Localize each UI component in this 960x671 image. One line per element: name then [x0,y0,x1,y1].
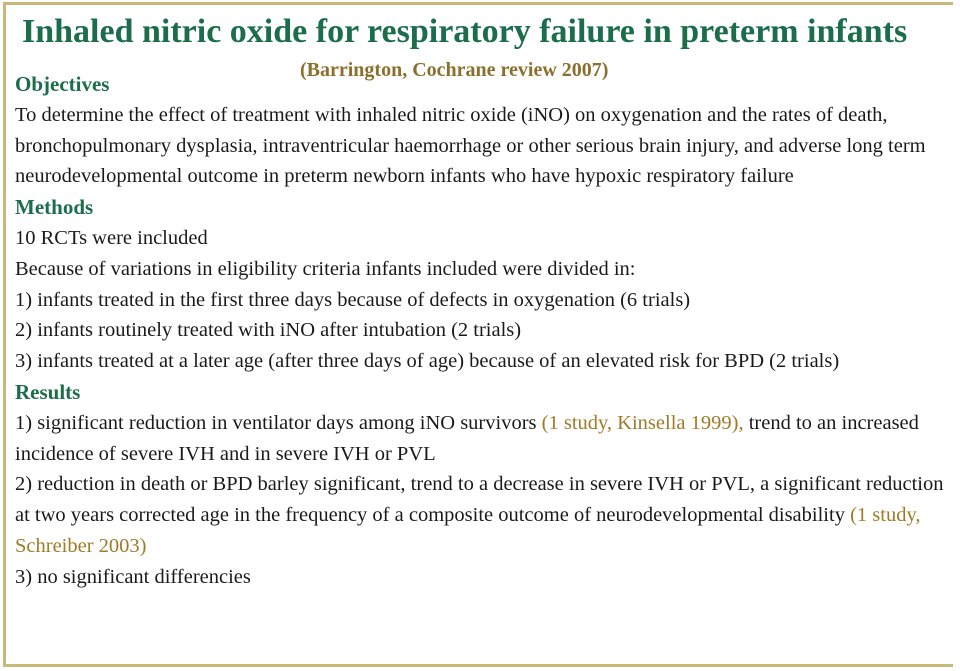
bottom-border-rule [3,664,953,667]
objectives-heading: Objectives [15,72,110,96]
left-border-rule [3,2,6,667]
methods-line: 2) infants routinely treated with iNO after intubation (2 trials) [15,319,522,342]
methods-line: 1) infants treated in the first three days because of defects in oxygenation (6 trials) [15,288,691,311]
methods-heading: Methods [15,195,94,220]
results-item-3: 3) no significant differencies [15,565,251,588]
citation-schreiber: (1 study, Schreiber 2003) [15,504,921,557]
results-item-1-tail: trend to an increased incidence of severe IVH and in severe IVH or PVL [15,411,919,465]
top-border-rule [3,2,953,5]
results-heading: Results [15,379,81,404]
slide-body [15,69,950,593]
methods-line: Because of variations in eligibility criteria infants included were divided in: [15,257,636,280]
objectives-text: To determine the effect of treatment with inhaled nitric oxide (iNO) on oxygenation and the rates of death, bronchopulmonary dysplasia, intraventricular haemorrhage or other serious brain injury, and adverse long term neurodevelopmental outcome in preterm newborn infants who have hypoxic respiratory failure [15,103,926,188]
slide-title: Inhaled nitric oxide for respiratory failure in preterm infants [22,13,908,50]
results-item-2 [15,469,950,561]
results-item-2-text: 2) reduction in death or BPD barley significant, trend to a decrease in severe IVH or PVL, a significant reduction at two years corrected age in the frequency of a composite outcome of neurodevelopmental disability [15,473,944,527]
results-item-1-text: 1) significant reduction in ventilator days among iNO survivors [15,411,542,434]
results-item-1 [15,408,950,470]
methods-line: 10 RCTs were included [15,226,208,249]
citation-kinsella: (1 study, Kinsella 1999), [541,411,744,434]
slide-subtitle: (Barrington, Cochrane review 2007) [300,59,609,81]
methods-line: 3) infants treated at a later age (after three days of age) because of an elevated risk for BPD (2 trials) [15,350,840,373]
